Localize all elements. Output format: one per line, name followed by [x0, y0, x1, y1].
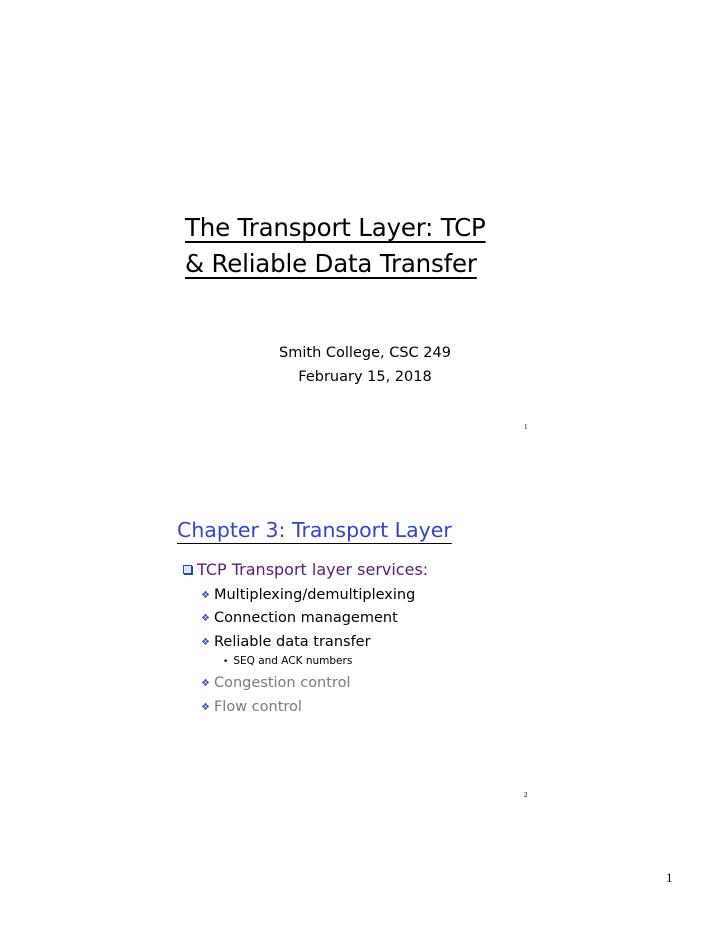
slide2-title: Chapter 3: Transport Layer [177, 518, 452, 542]
dot-bullet-icon: • [223, 657, 229, 667]
slide2-item-multiplexing: ❖ Multiplexing/demultiplexing [201, 587, 416, 603]
slide1-title [185, 210, 530, 282]
diamond-bullet-icon: ❖ [201, 637, 210, 648]
slide1-title-line2: & Reliable Data Transfer [185, 249, 477, 278]
slide1-title-line1: The Transport Layer: TCP [185, 213, 486, 242]
slide1-number: 1 [524, 423, 528, 431]
diamond-bullet-icon: ❖ [201, 678, 210, 689]
slide2-subitem-seq-ack: • SEQ and ACK numbers [223, 655, 353, 667]
slide2-number: 2 [524, 791, 528, 799]
slide1-subtitle-date: February 15, 2018 [298, 369, 432, 385]
slide2-main-bullet [183, 559, 428, 581]
square-bullet-icon [183, 565, 192, 574]
slide2-item-flow-control: ❖ Flow control [201, 699, 302, 715]
diamond-bullet-icon: ❖ [201, 702, 210, 713]
page-number: 1 [666, 870, 673, 885]
slide2-item-connection-management: ❖ Connection management [201, 610, 398, 626]
slide2-main-bullet-text: TCP Transport layer services: [197, 560, 429, 579]
slide2-item-reliable-data-transfer: ❖ Reliable data transfer [201, 634, 371, 650]
diamond-bullet-icon: ❖ [201, 590, 210, 601]
slide1-subtitle-institution: Smith College, CSC 249 [279, 345, 451, 361]
diamond-bullet-icon: ❖ [201, 613, 210, 624]
slide2-item-congestion-control: ❖ Congestion control [201, 675, 351, 691]
